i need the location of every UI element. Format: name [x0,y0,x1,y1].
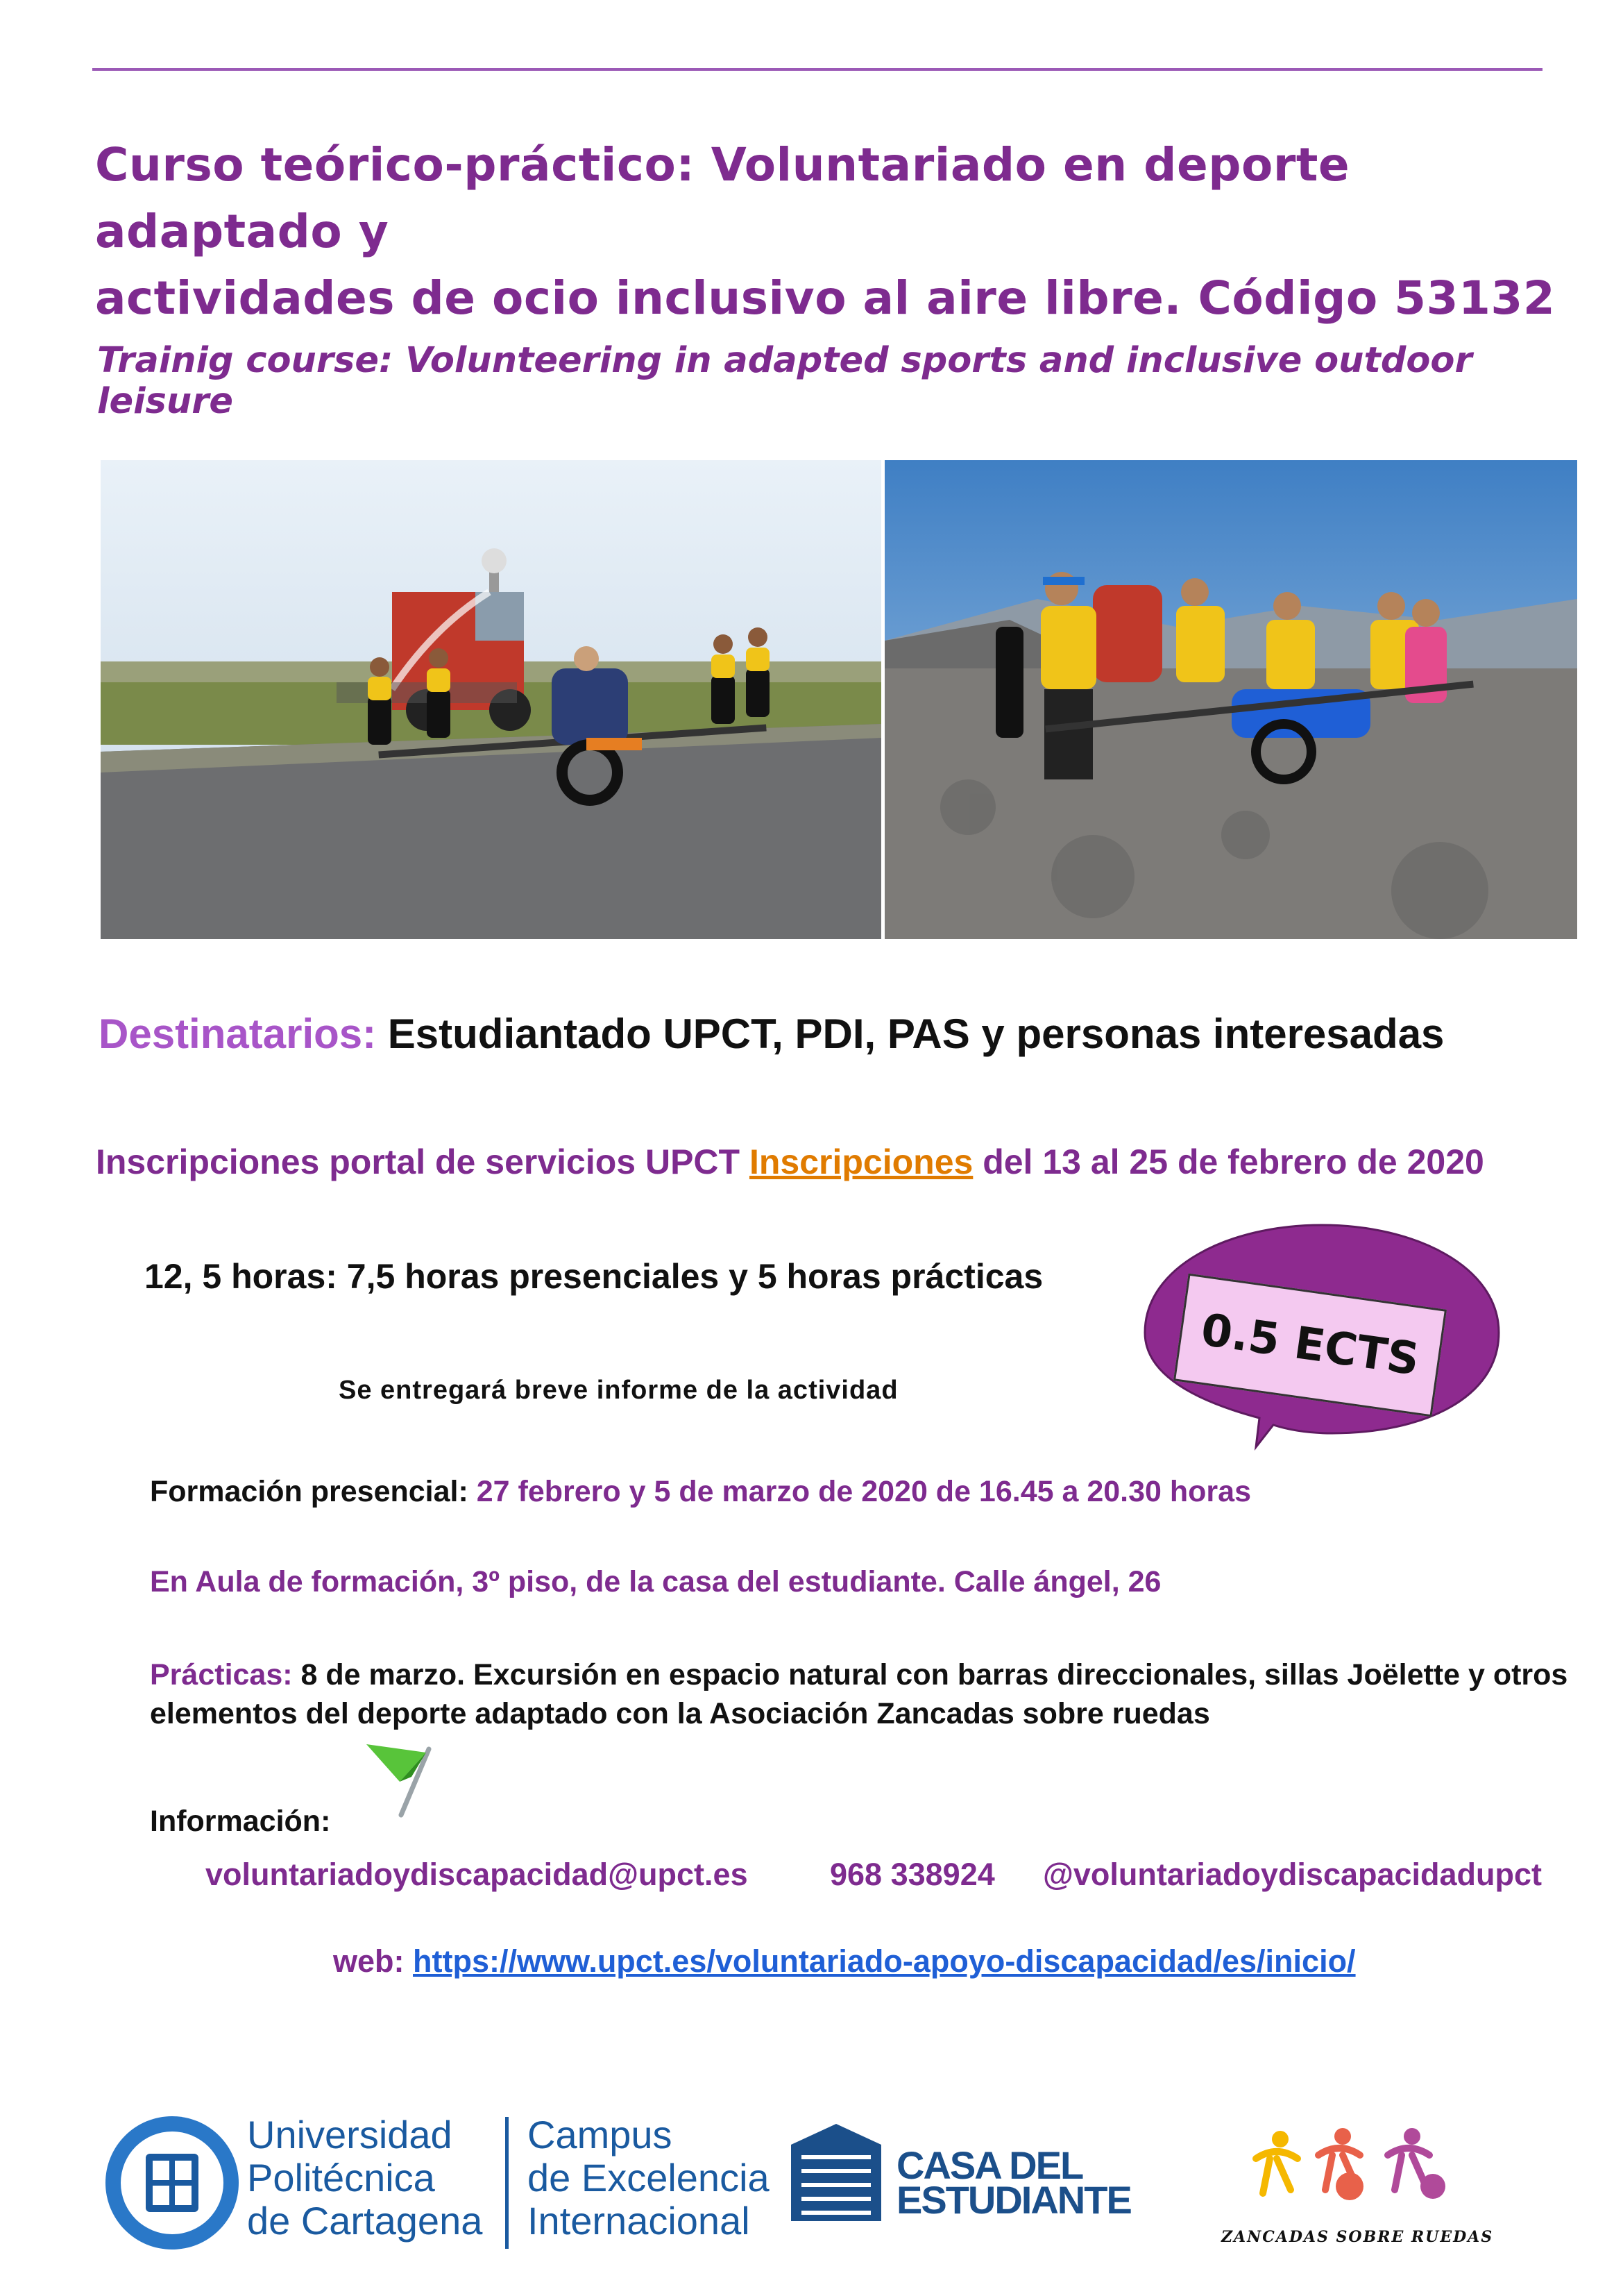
inscripciones-prefix: Inscripciones portal de servicios UPCT [96,1142,749,1181]
destinatarios [99,1010,1444,1058]
web-url-link[interactable]: https://www.upct.es/voluntariado-apoyo-discapacidad/es/inicio/ [413,1943,1356,1979]
aula-line: En Aula de formación, 3º piso, de la casa del estudiante. Calle ángel, 26 [150,1565,1162,1598]
destinatarios-value: Estudiantado UPCT, PDI, PAS y personas interesadas [376,1011,1445,1057]
photo-road-run [101,460,881,939]
contact-phone: 968 338924 [830,1857,995,1892]
informacion-label: Información: [150,1805,331,1838]
upct-text-line-1: Universidad [247,2113,452,2156]
upct-text-line-2: Politécnica [247,2156,435,2200]
upct-text-line-3: de Cartagena [247,2199,483,2243]
english-subtitle: Trainig course: Volunteering in adapted sports and inclusive outdoor leisure [97,340,1472,422]
top-divider [92,68,1543,71]
casa-text-line-2: ESTUDIANTE [897,2178,1131,2222]
formacion-value: 27 febrero y 5 de marzo de 2020 de 16.45 a 20.30 horas [468,1475,1251,1508]
green-flag-icon [352,1739,443,1822]
practicas-label: Prácticas: [150,1658,293,1691]
practicas-value: 8 de marzo. Excursión en espacio natural con barras direccionales, sillas Joëlette y otros elementos del deporte adaptado con la Asociación Zancadas sobre ruedas [150,1658,1568,1730]
upct-logo-text [247,2113,482,2243]
ects-badge: 0.5 ECTS [1173,1274,1447,1417]
web-line [333,1943,1356,1980]
casa-text-line-1: CASA DEL [897,2143,1083,2187]
formacion-line [150,1475,1251,1509]
photo-mountain-excursion [885,460,1577,939]
inscripciones-dates: del 13 al 25 de febrero de 2020 [973,1142,1484,1181]
web-label: web: [333,1943,414,1979]
informe-note: Se entregará breve informe de la actividad [339,1376,899,1405]
zancadas-text: ZANCADAS SOBRE RUEDAS [1221,2228,1494,2246]
campus-text-line-1: Campus [527,2113,672,2156]
zancadas-runners-icon [1242,2117,1478,2207]
campus-logo-text [527,2113,770,2243]
logo-divider [505,2117,509,2249]
hours-info: 12, 5 horas: 7,5 horas presenciales y 5 horas prácticas [144,1257,1044,1296]
title-line-2: actividades de ocio inclusivo al aire libre. Código 53132 [95,271,1556,325]
casa-estudiante-text [897,2143,1131,2222]
contact-social[interactable]: @voluntariadoydiscapacidadupct [1043,1857,1543,1892]
formacion-label: Formación presencial: [150,1475,468,1508]
inscripciones-line [96,1142,1484,1182]
practicas-paragraph [150,1655,1593,1733]
destinatarios-label: Destinatarios: [99,1011,377,1057]
contact-email[interactable]: voluntariadoydiscapacidad@upct.es [205,1857,748,1892]
casa-estudiante-building-icon [784,2117,888,2228]
page-title [95,132,1566,332]
campus-text-line-2: de Excelencia [527,2156,770,2200]
title-line-1: Curso teórico-práctico: Voluntariado en deporte adaptado y [95,138,1350,258]
upct-seal-icon [103,2113,241,2252]
campus-text-line-3: Internacional [527,2199,750,2243]
inscripciones-link[interactable]: Inscripciones [749,1142,974,1181]
